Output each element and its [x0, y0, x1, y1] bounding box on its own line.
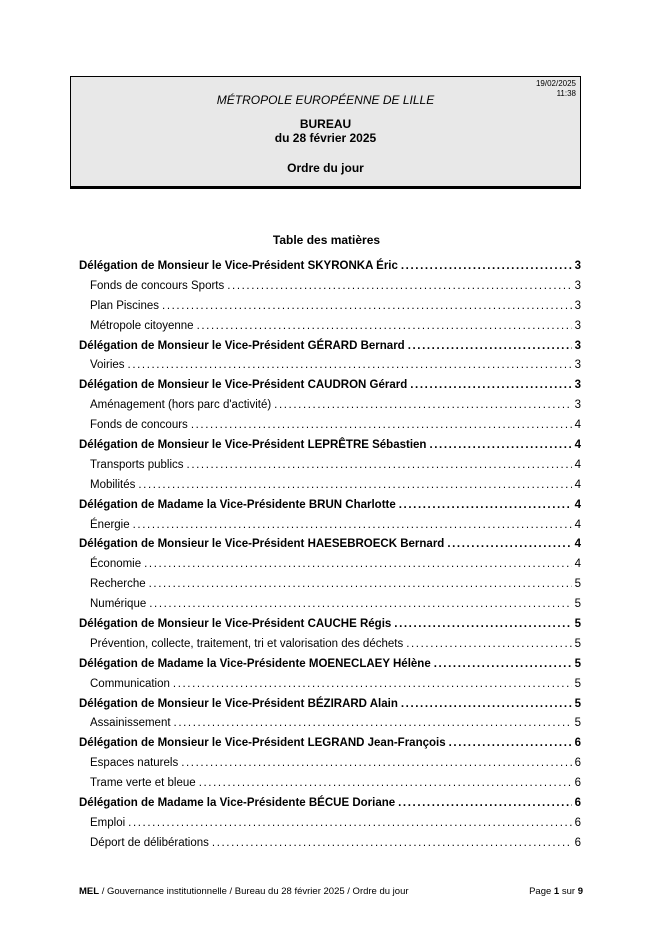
toc-entry-page: 5 [574, 657, 581, 670]
toc-entry-label: Emploi [90, 816, 126, 829]
toc-entry[interactable] [70, 734, 583, 754]
toc-entry-label: Communication [90, 677, 170, 690]
toc-dot-leader [133, 516, 572, 536]
toc-entry[interactable] [70, 416, 583, 436]
toc-entry-page: 4 [574, 439, 581, 452]
toc-entry-page: 6 [574, 797, 581, 810]
toc-entry-label: Délégation de Monsieur le Vice-Président BÉZIRARD Alain [79, 697, 398, 710]
toc-entry[interactable] [70, 376, 583, 396]
toc-dot-leader [429, 436, 572, 456]
toc-entry-label: Délégation de Monsieur le Vice-Président CAUCHE Régis [79, 618, 392, 631]
toc-entry[interactable] [70, 535, 583, 555]
toc-dot-leader [447, 535, 572, 555]
toc-dot-leader [401, 695, 572, 715]
toc-dot-leader [410, 376, 572, 396]
toc-entry-page: 4 [574, 458, 581, 471]
toc-dot-leader [149, 595, 572, 615]
toc-dot-leader [274, 396, 572, 416]
toc-entry[interactable] [70, 754, 583, 774]
toc-entry-page: 4 [574, 419, 581, 432]
toc-list [70, 257, 583, 854]
toc-entry[interactable] [70, 675, 583, 695]
meeting-heading [71, 117, 580, 145]
toc-dot-leader [197, 317, 572, 337]
toc-entry[interactable] [70, 297, 583, 317]
toc-entry[interactable] [70, 834, 583, 854]
toc-entry-page: 6 [574, 757, 581, 770]
toc-dot-leader [408, 337, 572, 357]
meeting-type: BUREAU [299, 117, 352, 131]
print-date: 19/02/2025 [535, 79, 576, 88]
toc-entry[interactable] [70, 436, 583, 456]
page-word: Page [529, 886, 552, 897]
toc-entry[interactable] [70, 635, 583, 655]
organization-title: MÉTROPOLE EUROPÉENNE DE LILLE [216, 93, 435, 107]
toc-dot-leader [212, 834, 572, 854]
toc-dot-leader [181, 754, 572, 774]
toc-dot-leader [174, 714, 572, 734]
toc-dot-leader [399, 496, 572, 516]
toc-entry[interactable] [70, 257, 583, 277]
toc-entry-label: Métropole citoyenne [90, 319, 194, 332]
toc-entry-page: 3 [574, 339, 581, 352]
page-total: 9 [577, 886, 583, 897]
toc-entry[interactable] [70, 814, 583, 834]
toc-entry[interactable] [70, 337, 583, 357]
toc-entry-page: 5 [574, 578, 581, 591]
toc-dot-leader [449, 734, 572, 754]
toc-dot-leader [128, 356, 572, 376]
footer-org-abbr: MEL [79, 886, 100, 897]
toc-dot-leader [227, 277, 572, 297]
toc-entry[interactable] [70, 615, 583, 635]
toc-entry-page: 6 [574, 836, 581, 849]
toc-dot-leader [138, 476, 572, 496]
toc-entry[interactable] [70, 396, 583, 416]
toc-dot-leader [394, 615, 572, 635]
toc-entry-label: Économie [90, 558, 142, 571]
toc-entry-page: 3 [574, 279, 581, 292]
toc-entry[interactable] [70, 695, 583, 715]
toc-entry-label: Prévention, collecte, traitement, tri et valorisation des déchets [90, 637, 404, 650]
document-header-box [70, 76, 581, 189]
toc-entry-page: 5 [574, 598, 581, 611]
toc-entry-label: Aménagement (hors parc d'activité) [90, 399, 272, 412]
toc-entry-page: 5 [574, 717, 581, 730]
toc-dot-leader [187, 456, 572, 476]
toc-entry-label: Délégation de Madame la Vice-Présidente BÉCUE Doriane [79, 797, 396, 810]
page-indicator [529, 886, 583, 898]
toc-entry-page: 5 [574, 697, 581, 710]
toc-entry[interactable] [70, 356, 583, 376]
toc-entry[interactable] [70, 655, 583, 675]
toc-dot-leader [398, 794, 572, 814]
toc-entry-page: 6 [574, 816, 581, 829]
toc-entry-label: Délégation de Monsieur le Vice-Président LEGRAND Jean-François [79, 737, 446, 750]
toc-dot-leader [128, 814, 572, 834]
footer-path: / Gouvernance institutionnelle / Bureau du 28 février 2025 / Ordre du jour [99, 886, 409, 897]
toc-entry-page: 4 [574, 518, 581, 531]
toc-entry-page: 4 [574, 538, 581, 551]
toc-entry-label: Mobilités [90, 478, 136, 491]
toc-entry-page: 5 [574, 677, 581, 690]
toc-entry-page: 6 [574, 737, 581, 750]
toc-entry-page: 3 [574, 379, 581, 392]
toc-entry[interactable] [70, 317, 583, 337]
toc-dot-leader [401, 257, 572, 277]
page-number: 1 [553, 886, 560, 897]
toc-entry-label: Déport de délibérations [90, 836, 209, 849]
toc-dot-leader [149, 575, 572, 595]
document-title: Ordre du jour [287, 161, 364, 175]
toc-entry-label: Numérique [90, 598, 147, 611]
toc-entry-label: Délégation de Madame la Vice-Présidente BRUN Charlotte [79, 498, 396, 511]
toc-entry-label: Délégation de Monsieur le Vice-Président LEPRÊTRE Sébastien [79, 439, 427, 452]
toc-entry[interactable] [70, 456, 583, 476]
toc-entry-page: 6 [574, 777, 581, 790]
toc-entry-page: 4 [574, 478, 581, 491]
toc-dot-leader [173, 675, 572, 695]
toc-dot-leader [406, 635, 572, 655]
meeting-date: du 28 février 2025 [274, 131, 377, 145]
toc-entry-label: Plan Piscines [90, 299, 160, 312]
toc-entry[interactable] [70, 794, 583, 814]
toc-entry-page: 5 [574, 637, 581, 650]
toc-entry-label: Transports publics [90, 458, 184, 471]
toc-dot-leader [434, 655, 572, 675]
toc-entry-label: Délégation de Monsieur le Vice-Président HAESEBROECK Bernard [79, 538, 445, 551]
toc-entry[interactable] [70, 496, 583, 516]
toc-entry-page: 4 [574, 498, 581, 511]
toc-dot-leader [199, 774, 572, 794]
toc-entry[interactable] [70, 595, 583, 615]
toc-entry-label: Voiries [90, 359, 125, 372]
toc-entry-page: 3 [574, 399, 581, 412]
toc-entry[interactable] [70, 774, 583, 794]
page-footer [79, 886, 583, 898]
toc-dot-leader [144, 555, 572, 575]
toc-entry[interactable] [70, 575, 583, 595]
toc-entry-label: Recherche [90, 578, 146, 591]
toc-title: Table des matières [272, 233, 381, 247]
toc-entry-label: Fonds de concours [90, 419, 188, 432]
toc-entry-label: Délégation de Monsieur le Vice-Président CAUDRON Gérard [79, 379, 408, 392]
toc-entry-label: Délégation de Monsieur le Vice-Président SKYRONKA Éric [79, 260, 398, 272]
toc-dot-leader [162, 297, 572, 317]
toc-entry-label: Trame verte et bleue [90, 777, 196, 790]
toc-entry-label: Espaces naturels [90, 757, 179, 770]
toc-entry[interactable] [70, 714, 583, 734]
toc-entry-page: 4 [574, 558, 581, 571]
toc-dot-leader [191, 416, 572, 436]
toc-entry[interactable] [70, 476, 583, 496]
sur-word: sur [561, 886, 576, 897]
toc-entry-page: 3 [574, 319, 581, 332]
toc-entry-page: 5 [574, 618, 581, 631]
toc-entry[interactable] [70, 555, 583, 575]
toc-entry-label: Énergie [90, 518, 130, 531]
footer-breadcrumb [79, 886, 409, 898]
toc-entry-label: Délégation de Monsieur le Vice-Président GÉRARD Bernard [79, 339, 405, 352]
toc-entry-page: 3 [574, 260, 581, 272]
print-time: 11:38 [556, 89, 576, 98]
toc-entry-label: Délégation de Madame la Vice-Présidente MOENECLAEY Hélène [79, 657, 431, 670]
toc-entry[interactable] [70, 516, 583, 536]
toc-entry[interactable] [70, 277, 583, 297]
toc-entry-label: Assainissement [90, 717, 171, 730]
toc-entry-label: Fonds de concours Sports [90, 279, 225, 292]
toc-entry-page: 3 [574, 299, 581, 312]
toc-entry-page: 3 [574, 359, 581, 372]
